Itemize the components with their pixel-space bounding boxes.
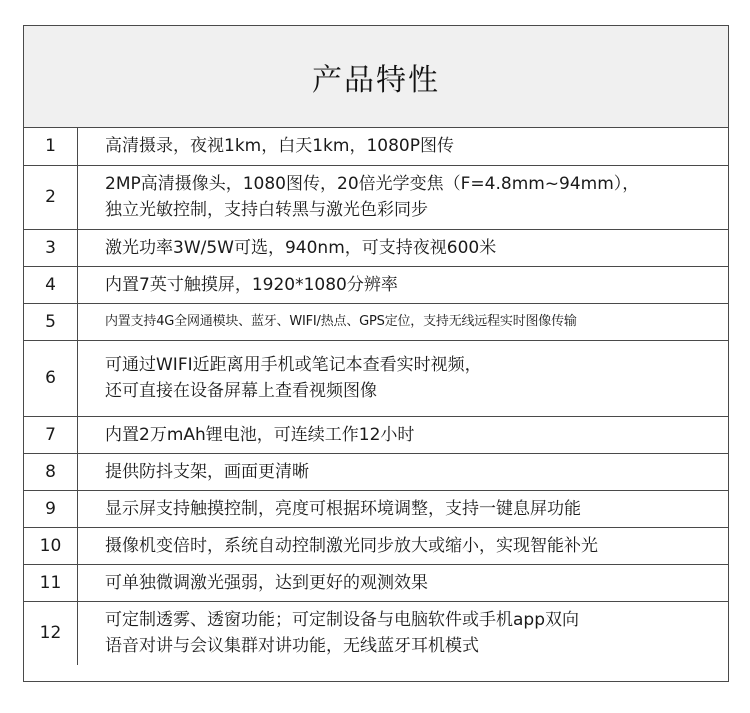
description-line: 独立光敏控制，支持白转黑与激光色彩同步	[105, 200, 428, 220]
description-line: 内置7英寸触摸屏，1920*1080分辨率	[105, 274, 398, 295]
table-row	[24, 303, 728, 340]
row-number: 10	[24, 527, 78, 564]
feature-description	[78, 416, 729, 453]
feature-table	[24, 128, 728, 665]
feature-description	[78, 601, 729, 665]
row-number: 5	[24, 303, 78, 340]
feature-sheet	[23, 25, 729, 682]
table-row	[24, 229, 728, 266]
description-line: 显示屏支持触摸控制，亮度可根据环境调整，支持一键息屏功能	[105, 498, 581, 519]
description-line: 提供防抖支架，画面更清晰	[105, 461, 309, 482]
row-number: 4	[24, 266, 78, 303]
row-number: 2	[24, 165, 78, 229]
table-row	[24, 266, 728, 303]
feature-description	[78, 303, 729, 340]
table-row	[24, 527, 728, 564]
row-number: 11	[24, 564, 78, 601]
description-line: 可单独微调激光强弱，达到更好的观测效果	[105, 572, 428, 593]
feature-description	[78, 229, 729, 266]
page-title: 产品特性	[312, 62, 440, 98]
feature-description	[78, 527, 729, 564]
row-number: 8	[24, 453, 78, 490]
row-number: 3	[24, 229, 78, 266]
feature-description	[78, 165, 729, 229]
feature-description	[78, 490, 729, 527]
table-row	[24, 564, 728, 601]
row-number: 7	[24, 416, 78, 453]
row-number: 6	[24, 340, 78, 416]
table-row	[24, 165, 728, 229]
description-line: 内置2万mAh锂电池，可连续工作12小时	[105, 424, 415, 445]
description-line: 摄像机变倍时，系统自动控制激光同步放大或缩小，实现智能补光	[105, 535, 598, 556]
description-line: 还可直接在设备屏幕上查看视频图像	[105, 381, 377, 401]
table-row	[24, 601, 728, 665]
description-line: 激光功率3W/5W可选，940nm，可支持夜视600米	[105, 237, 497, 258]
description-line: 可定制透雾、透窗功能；可定制设备与电脑软件或手机app双向	[105, 610, 579, 631]
row-number: 9	[24, 490, 78, 527]
description-line: 内置支持4G全网通模块、蓝牙、WIFI/热点、GPS定位，支持无线远程实时图像传输	[105, 313, 577, 329]
row-number: 1	[24, 128, 78, 165]
feature-description	[78, 564, 729, 601]
feature-description	[78, 453, 729, 490]
feature-description	[78, 266, 729, 303]
table-row	[24, 453, 728, 490]
feature-description	[78, 128, 729, 165]
description-line: 2MP高清摄像头，1080图传，20倍光学变焦（F=4.8mm~94mm），	[105, 174, 640, 194]
table-row	[24, 416, 728, 453]
row-number: 12	[24, 601, 78, 665]
description-line: 语音对讲与会议集群对讲功能，无线蓝牙耳机模式	[105, 636, 479, 657]
feature-description	[78, 340, 729, 416]
description-line: 可通过WIFI近距离用手机或笔记本查看实时视频，	[105, 355, 482, 375]
description-line: 高清摄录，夜视1km，白天1km，1080P图传	[105, 136, 454, 157]
header-band	[24, 26, 728, 128]
table-row	[24, 340, 728, 416]
table-row	[24, 128, 728, 165]
table-row	[24, 490, 728, 527]
